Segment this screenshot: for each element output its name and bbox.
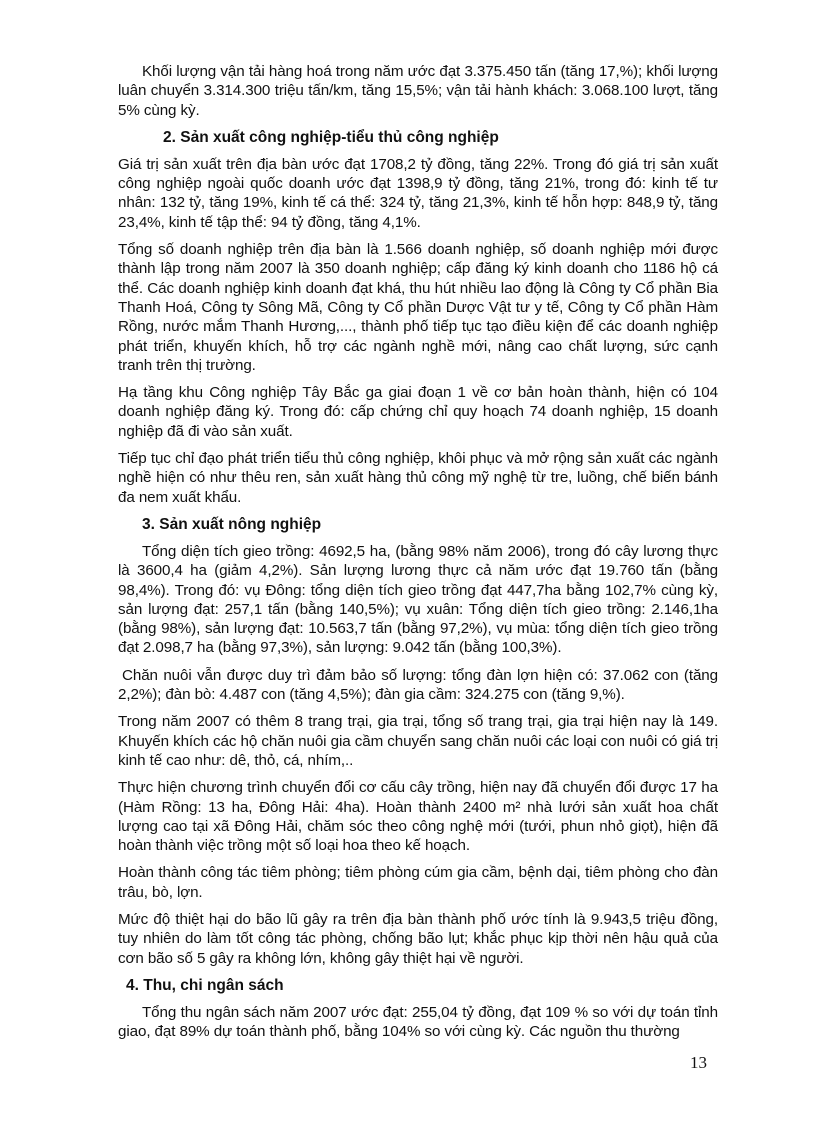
section-heading-budget: 4. Thu, chi ngân sách xyxy=(126,976,284,994)
transport-paragraph: Khối lượng vận tải hàng hoá trong năm ước đạt 3.375.450 tấn (tăng 17,%); khối lượng luân chuyển 3.314.300 triệu tấn/km, tăng 15,5%; vận tải hành khách: 3.068.100 lượt, tăng 5% cùng kỳ. xyxy=(118,63,718,119)
industry-paragraph-3: Hạ tầng khu Công nghiệp Tây Bắc ga giai đoạn 1 về cơ bản hoàn thành, hiện có 104 doanh nghiệp đăng ký. Trong đó: cấp chứng chỉ quy hoạch 74 doanh nghiệp, 15 doanh nghiệp đã đi vào sản xuất. xyxy=(118,384,718,440)
section-heading-agriculture: 3. Sản xuất nông nghiệp xyxy=(142,515,322,533)
section-heading-industry: 2. Sản xuất công nghiệp-tiểu thủ công nghiệp xyxy=(163,128,499,146)
agriculture-paragraph-2: Chăn nuôi vẫn được duy trì đảm bảo số lượng: tổng đàn lợn hiện có: 37.062 con (tăng 2,2%); đàn bò: 4.487 con (tăng 4,5%); đàn gia cầm: 324.275 con (tăng 9,%). xyxy=(118,666,718,704)
agriculture-paragraph-5: Hoàn thành công tác tiêm phòng; tiêm phòng cúm gia cầm, bệnh dại, tiêm phòng cho đàn trâu, bò, lợn. xyxy=(118,864,718,901)
page-number: 13 xyxy=(690,1053,707,1072)
industry-paragraph-1: Giá trị sản xuất trên địa bàn ước đạt 1708,2 tỷ đồng, tăng 22%. Trong đó giá trị sản xuất công nghiệp ngoài quốc doanh ước đạt 1398,9 tỷ đồng, tăng 21%, trong đó: kinh tế tư nhân: 132 tỷ, tăng 19%, kinh tế cá thể: 324 tỷ, tăng 21,3%, kinh tế hỗn hợp: 848,9 tỷ, tăng 23,4%, kinh tế tập thể: 94 tỷ đồng, tăng 4,1%. xyxy=(118,155,718,231)
industry-paragraph-2: Tổng số doanh nghiệp trên địa bàn là 1.566 doanh nghiệp, số doanh nghiệp mới được thành lập trong năm 2007 là 350 doanh nghiệp; cấp đăng ký kinh doanh cho 1186 hộ cá thể. Các doanh nghiệp kinh doanh đạt khá, thu hút nhiều lao động là Công ty Cổ phần Bia Thanh Hoá, Công ty Sông Mã, Công ty Cổ phần Dược Vật tư y tế, Công ty Cổ phần Hàm Rồng, nước mắm Thanh Hương,..., thành phố tiếp tục tạo điều kiện để các doanh nghiệp phát triển, khuyến khích, hỗ trợ các ngành nghề mới, nâng cao chất lượng, sức cạnh tranh trên thị trường. xyxy=(118,241,718,374)
page-content xyxy=(118,62,718,1049)
agriculture-paragraph-6: Mức độ thiệt hại do bão lũ gây ra trên địa bàn thành phố ước tính là 9.943,5 triệu đồng, tuy nhiên do làm tốt công tác phòng, chống bão lụt; khắc phục kịp thời nên hậu quả của cơn bão số 5 gây ra không lớn, không gây thiệt hại về người. xyxy=(118,910,718,967)
budget-paragraph-1: Tổng thu ngân sách năm 2007 ước đạt: 255,04 tỷ đồng, đạt 109 % so với dự toán tỉnh giao, đạt 89% dự toán thành phố, bằng 104% so với cùng kỳ. Các nguồn thu thường xyxy=(118,1003,718,1041)
industry-paragraph-4: Tiếp tục chỉ đạo phát triển tiểu thủ công nghiệp, khôi phục và mở rộng sản xuất các ngành nghề hiện có như thêu ren, sản xuất hàng thủ công mỹ nghệ từ tre, luồng, chế biến bánh đa nem xuất khẩu. xyxy=(118,450,718,506)
agriculture-paragraph-4: Thực hiện chương trình chuyển đổi cơ cấu cây trồng, hiện nay đã chuyển đổi được 17 ha (Hàm Rồng: 13 ha, Đông Hải: 4ha). Hoàn thành 2400 m² nhà lưới sản xuất hoa chất lượng cao tại xã Đông Hải, chăm sóc theo công nghệ mới (tưới, phun nhỏ giọt), hiện đã hoàn thành việc trồng một số loại hoa theo kế hoạch. xyxy=(118,779,718,855)
agriculture-paragraph-3: Trong năm 2007 có thêm 8 trang trại, gia trại, tổng số trang trại, gia trại hiện nay là 149. Khuyến khích các hộ chăn nuôi gia cầm chuyển sang chăn nuôi các loại con nuôi có giá trị kinh tế cao như: dê, thỏ, cá, nhím,.. xyxy=(118,713,718,769)
agriculture-paragraph-1: Tổng diện tích gieo trồng: 4692,5 ha, (bằng 98% năm 2006), trong đó cây lương thực là 3600,4 ha (giảm 4,2%). Sản lượng lương thực cả năm ước đạt 19.760 tấn (bằng 98,4%). Trong đó: vụ Đông: tổng diện tích gieo trồng đạt 447,7ha bằng 102,7% cùng kỳ, sản lượng đạt: 257,1 tấn (bằng 140,5%); vụ xuân: Tổng diện tích gieo trồng: 2.146,1ha (bằng 98%), sản lượng đạt: 10.563,7 tấn (bằng 97,2%), vụ mùa: tổng diện tích gieo trồng đạt 2.098,7 ha (bằng 97,3%), sản lượng: 9.042 tấn (bằng 100,3%). xyxy=(118,542,718,657)
